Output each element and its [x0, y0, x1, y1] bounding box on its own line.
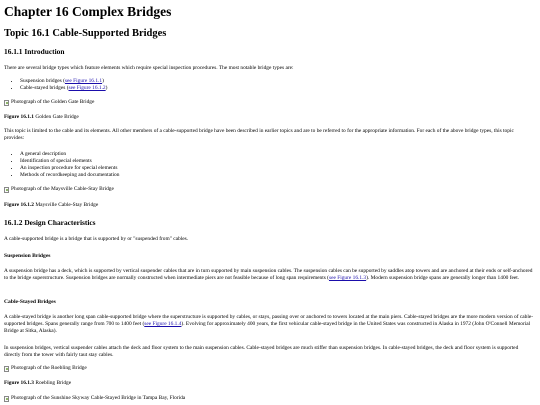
- figure-caption: Figure 16.1.3 Roebling Bridge: [4, 380, 72, 386]
- topic-title: Topic 16.1 Cable-Supported Bridges: [4, 28, 167, 39]
- list-item: • Identification of special elements: [20, 158, 534, 165]
- image-alt-text: Photograph of the Roebling Bridge: [11, 365, 87, 371]
- image-sunshine-skyway: [4, 395, 534, 402]
- design-heading: 16.1.2 Design Characteristics: [4, 218, 96, 227]
- broken-image-icon: [4, 187, 9, 193]
- topic-provides-list: [4, 151, 534, 179]
- figure-link-16-1-4[interactable]: see Figure 16.1.4: [144, 321, 182, 328]
- topic-paragraph: This topic is limited to the cable and its elements. All other members of a cable-supported bridge have been described in earlier topics and are to be referred to for the appropriate information. For each of the above bridge types, this topic provides:: [4, 128, 514, 142]
- suspension-paragraph: A suspension bridge has a deck, which is supported by vertical suspender cables that are in turn supported by main suspension cables. The suspension cables can be supported by saddles atop towers and are anchored at their ends or self-anchored to the bridge superstructure. Suspension bridges are normally constructed when intermediate piers are not feasible because of long span requirements (see Figure 16.1.3). Modern suspension bridge spans are generally longer than 1400 feet.: [4, 268, 533, 282]
- image-alt-text: Photograph of the Golden Gate Bridge: [11, 99, 95, 105]
- list-item: • Methods of recordkeeping and documentation: [20, 172, 534, 179]
- design-paragraph: A cable-supported bridge is a bridge that is supported by or "suspended from" cables.: [4, 236, 189, 242]
- image-maysville: [4, 186, 534, 193]
- bridge-type-list: [4, 78, 534, 92]
- chapter-title: Chapter 16 Complex Bridges: [4, 4, 172, 19]
- figure-caption: Figure 16.1.2 Maysville Cable-Stay Bridge: [4, 202, 99, 208]
- figure-caption: Figure 16.1.1 Golden Gate Bridge: [4, 114, 79, 120]
- list-item: • An inspection procedure for special elements: [20, 165, 534, 172]
- list-item: • A general description: [20, 151, 534, 158]
- cable-stayed-heading: Cable-Stayed Bridges: [4, 299, 56, 305]
- cable-stayed-paragraph: A cable-stayed bridge is another long span cable-supported bridge where the superstructure is supported by cables, or stays, passing over or anchored to towers located at the main piers. Cable-stayed bridges are the more modern version of cable-supported bridges. Spans generally range from 700 to 1400 feet (see Figure 16.1.4). Evolving for approximately 400 years, the first vehicular cable-stayed bridge in the United States was constructed in Alaska in 1972 (John O'Connell Memorial Bridge at Sitka, Alaska).: [4, 314, 534, 335]
- image-roebling: [4, 365, 534, 372]
- image-alt-text: Photograph of the Sunshine Skyway Cable-Stayed Bridge in Tampa Bay, Florida: [11, 395, 186, 401]
- figure-link-16-1-2[interactable]: see Figure 16.1.2: [68, 85, 106, 91]
- cable-stayed-paragraph-2: In suspension bridges, vertical suspender cables attach the deck and floor system to the main suspension cables. Cable-stayed bridges are much stiffer than suspension bridges. In cable-stayed bridges, the deck and floor system is supported directly from the tower with fairly taut stay cables.: [4, 345, 519, 359]
- list-item: • Cable-stayed bridges (see Figure 16.1.2): [20, 85, 534, 92]
- suspension-heading: Suspension Bridges: [4, 253, 51, 259]
- broken-image-icon: [4, 366, 9, 372]
- broken-image-icon: [4, 396, 9, 402]
- intro-heading: 16.1.1 Introduction: [4, 47, 65, 56]
- figure-link-16-1-3[interactable]: see Figure 16.1.3: [328, 275, 367, 282]
- intro-paragraph: There are several bridge types which feature elements which require special inspection procedures. The most notable bridge types are:: [4, 65, 294, 71]
- image-golden-gate: [4, 99, 534, 106]
- figure-link-16-1-1[interactable]: see Figure 16.1.1: [64, 78, 103, 84]
- list-item: • Suspension bridges (see Figure 16.1.1): [20, 78, 534, 85]
- broken-image-icon: [4, 100, 9, 106]
- image-alt-text: Photograph of the Maysville Cable-Stay Bridge: [11, 186, 114, 192]
